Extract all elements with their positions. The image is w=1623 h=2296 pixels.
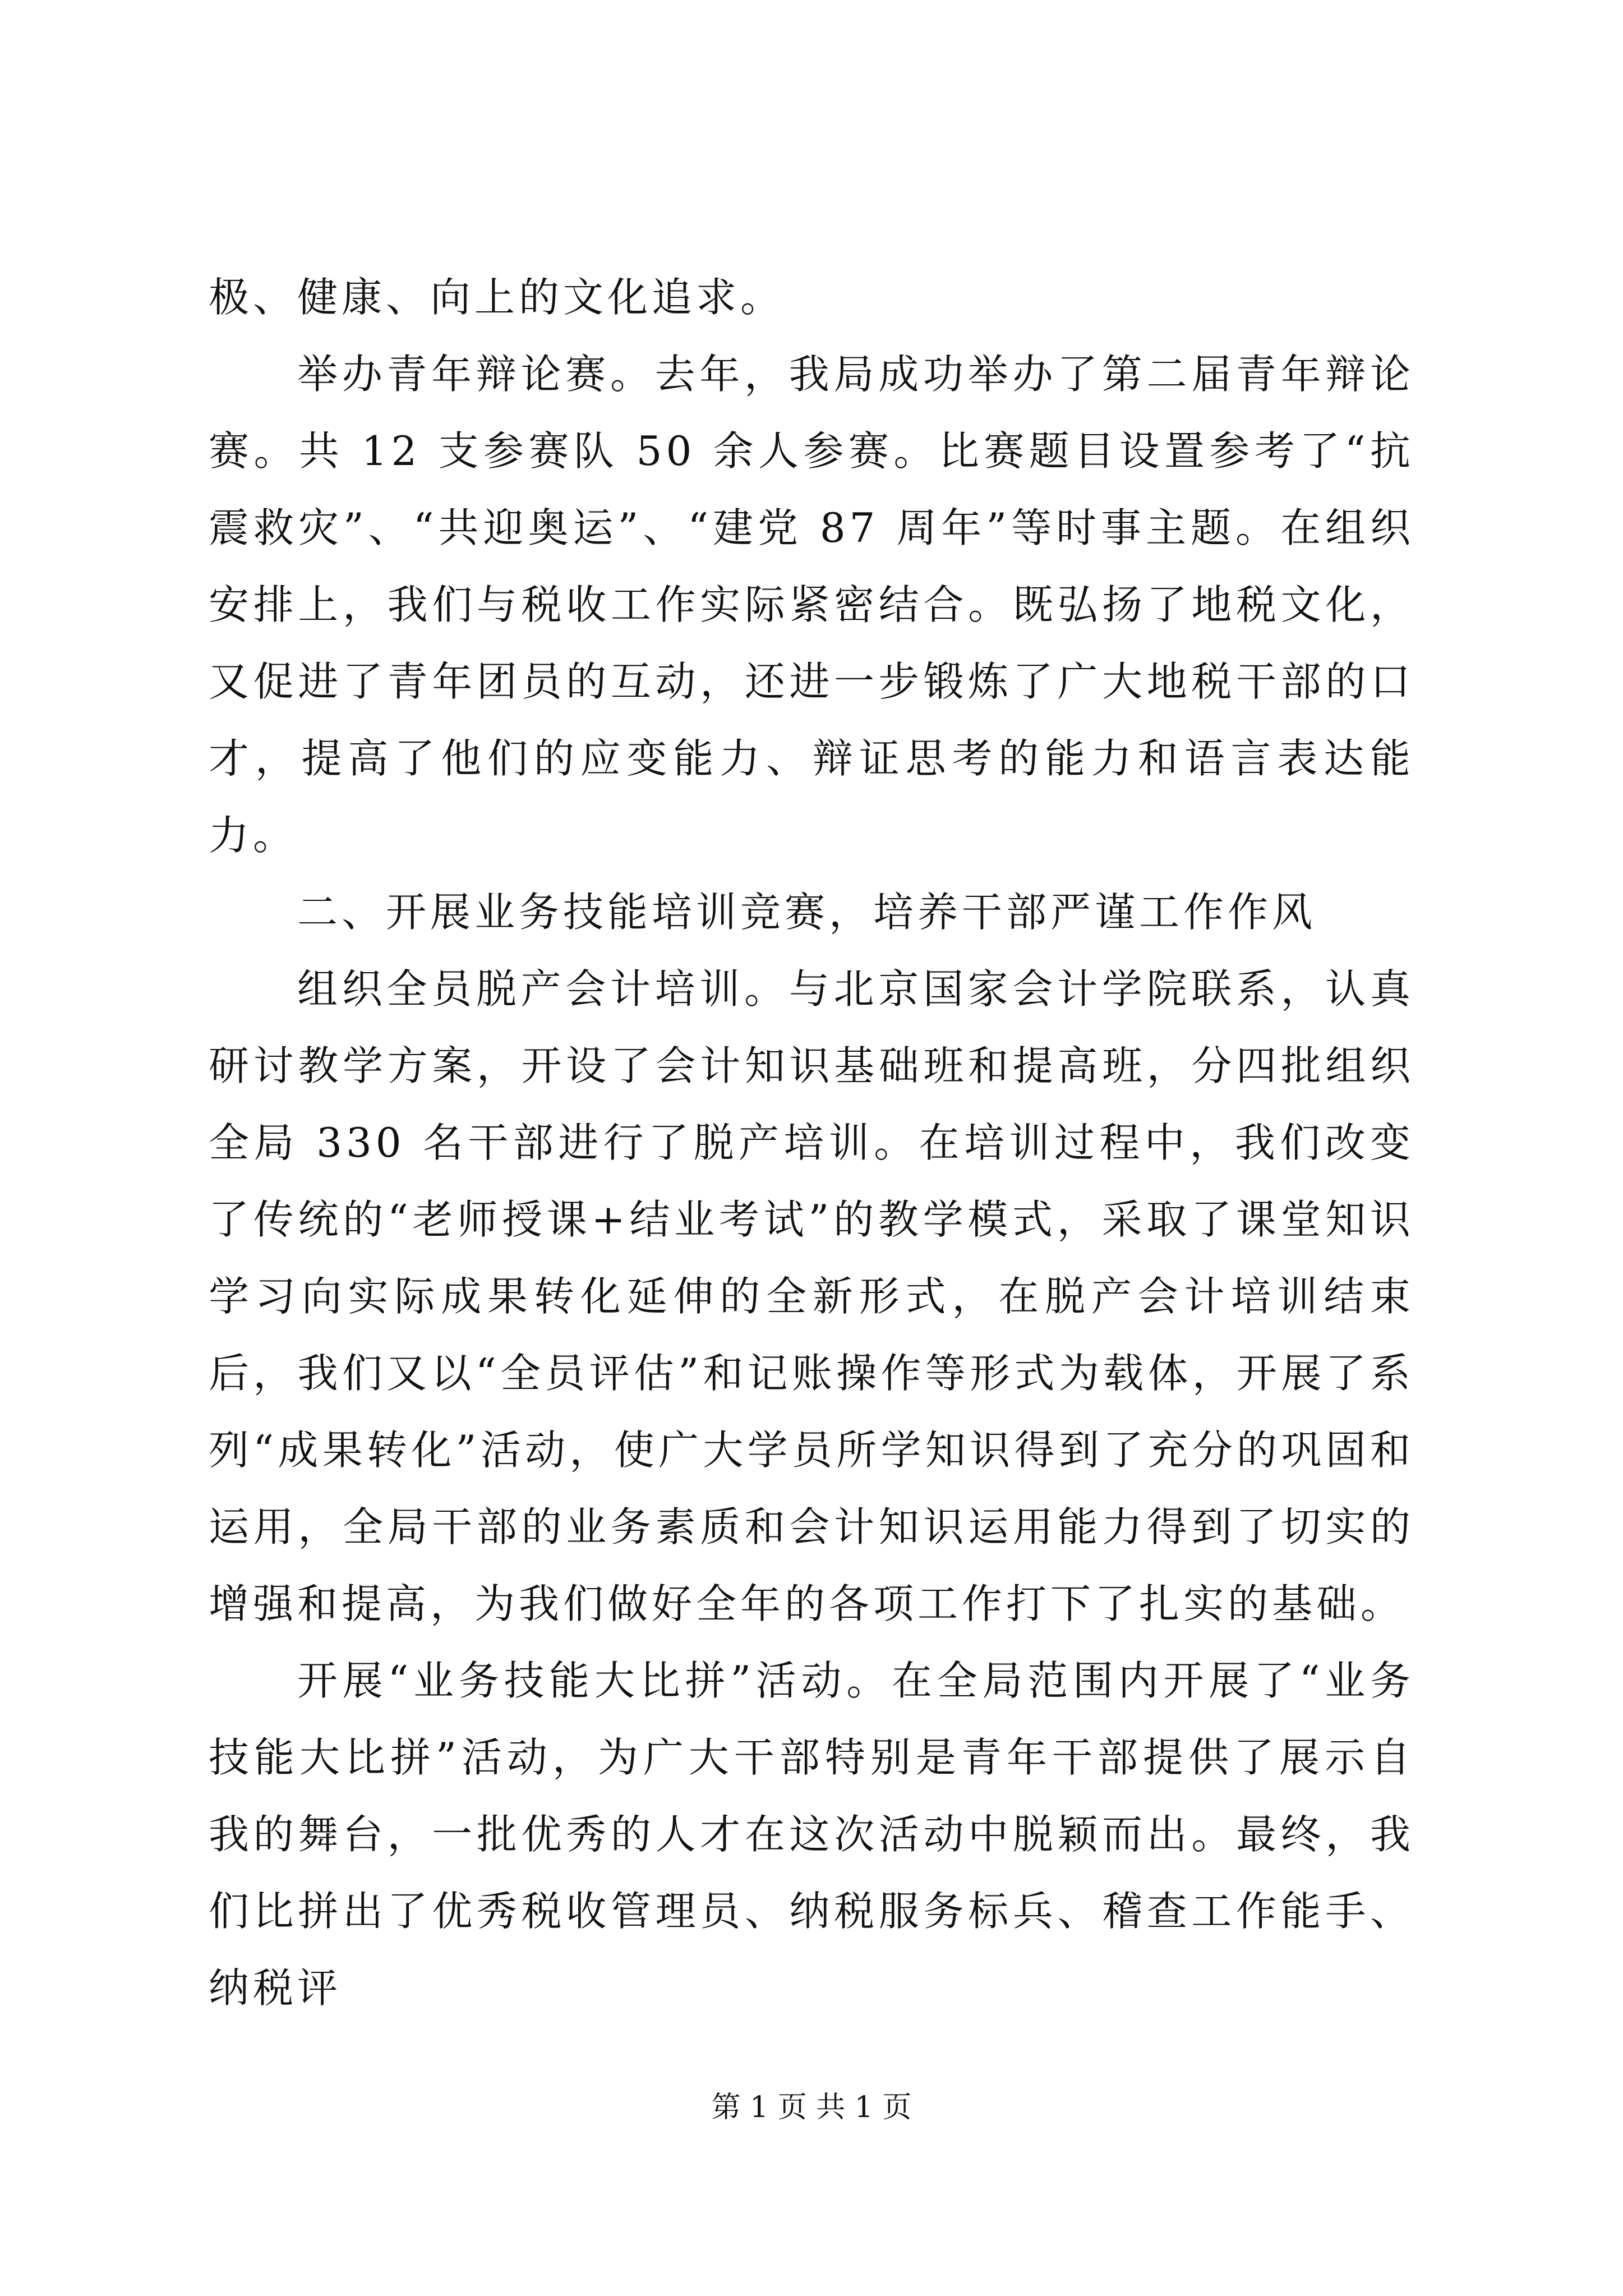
section-heading-skills-training: 二、开展业务技能培训竞赛，培养干部严谨工作作风: [297, 889, 1317, 936]
paragraph-skills-competition: 开展“业务技能大比拼”活动。在全局范围内开展了“业务技能大比拼”活动，为广大干部特别是青年干部提供了展示自我的舞台，一批优秀的人才在这次活动中脱颖而出。最终，我们比拼出了优秀税收管理员、纳税服务标兵、稽查工作能手、纳税评: [209, 1657, 1414, 2012]
page-number-footer: 第 1 页 共 1 页: [711, 2091, 912, 2124]
paragraph-accounting-training: 组织全员脱产会计培训。与北京国家会计学院联系，认真研讨教学方案，开设了会计知识基础班和提高班，分四批组织全局 330 名干部进行了脱产培训。在培训过程中，我们改变了传统的“老师授课+结业考试”的教学模式，采取了课堂知识学习向实际成果转化延伸的全新形式，在脱产会计培训结束后，我们又以“全员评估”和记账操作等形式为载体，开展了系列“成果转化”活动，使广大学员所学知识得到了充分的巩固和运用，全局干部的业务素质和会计知识运用能力得到了切实的增强和提高，为我们做好全年的各项工作打下了扎实的基础。: [209, 965, 1414, 1627]
paragraph-debate-contest: 举办青年辩论赛。去年，我局成功举办了第二届青年辩论赛。共 12 支参赛队 50 余人参赛。比赛题目设置参考了“抗震救灾”、“共迎奥运”、“建党 87 周年”等时事主题。在组织安排上，我们与税收工作实际紧密结合。既弘扬了地税文化，又促进了青年团员的互动，还进一步锻炼了广大地税干部的口才，提高了他们的应变能力、辩证思考的能力和语言表达能力。: [209, 351, 1414, 859]
paragraph-continuation: 极、健康、向上的文化追求。: [209, 274, 785, 321]
document-body: [209, 259, 1414, 2027]
